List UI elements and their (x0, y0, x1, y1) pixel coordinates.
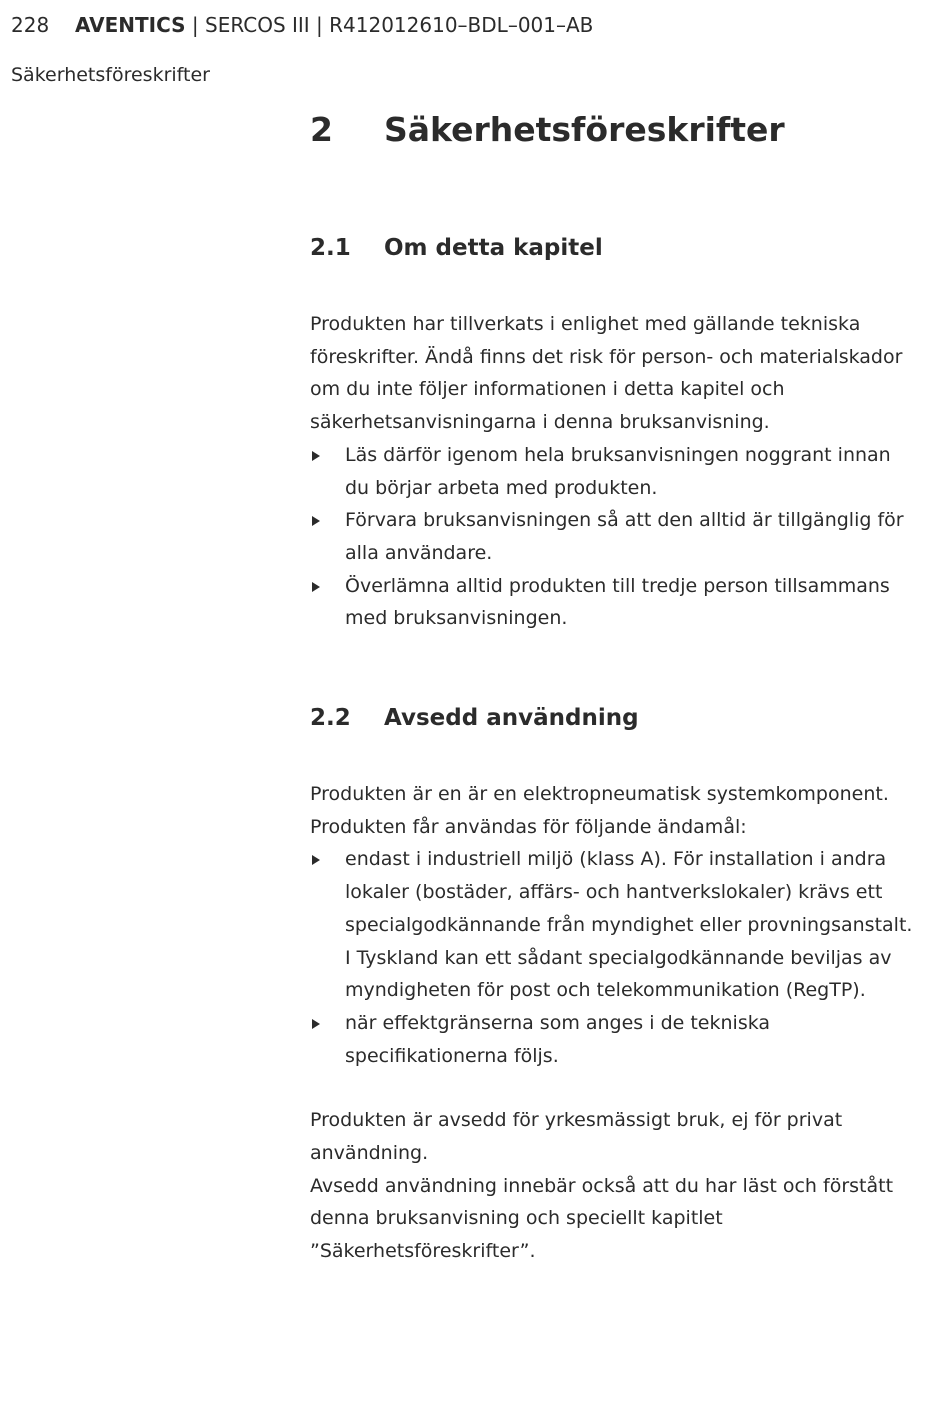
section-2-2-closing-2 (310, 1170, 922, 1268)
text-line: säkerhetsanvisningarna i denna bruksanvisning. (310, 411, 770, 434)
text-line: ”Säkerhetsföreskrifter”. (310, 1240, 536, 1263)
section-2-2-closing-1 (310, 1104, 922, 1169)
chapter-title: Säkerhetsföreskrifter (384, 110, 785, 149)
text-line: föreskrifter. Ändå finns det risk för person- och materialskador (310, 345, 903, 368)
list-item (310, 1007, 922, 1072)
triangle-bullet-icon (312, 1019, 320, 1029)
section-2-1-intro (310, 308, 922, 439)
text-line: Överlämna alltid produkten till tredje person tillsammans (345, 574, 890, 597)
text-line: Produkten är en är en elektropneumatisk systemkomponent. (310, 783, 889, 806)
section-title: Avsedd användning (384, 705, 639, 732)
text-line: användning. (310, 1142, 429, 1165)
page-number: 228 (11, 13, 50, 37)
section-2-2-bullet-list (310, 843, 922, 1072)
text-line: I Tyskland kan ett sådant specialgodkännande beviljas av (345, 946, 892, 969)
triangle-bullet-icon (312, 855, 320, 865)
text-line: Läs därför igenom hela bruksanvisningen noggrant innan (345, 443, 891, 466)
text-line: denna bruksanvisning och speciellt kapitlet (310, 1207, 723, 1230)
chapter-number: 2 (310, 110, 333, 149)
section-heading-2-2 (310, 701, 922, 735)
text-line: specifikationerna följs. (345, 1044, 559, 1067)
brand-name: AVENTICS (75, 13, 186, 37)
list-item (310, 439, 922, 504)
section-number: 2.1 (310, 235, 351, 261)
section-heading-2-1 (310, 231, 922, 265)
text-line: Produkten är avsedd för yrkesmässigt bruk, ej för privat (310, 1109, 843, 1132)
text-line: lokaler (bostäder, affärs- och hantverkslokaler) krävs ett (345, 881, 883, 904)
section-2-1-bullet-list (310, 439, 922, 635)
text-line: med bruksanvisningen. (345, 607, 568, 630)
text-line: alla användare. (345, 541, 493, 564)
text-line: specialgodkännande från myndighet eller provningsanstalt. (345, 913, 913, 936)
triangle-bullet-icon (312, 516, 320, 526)
text-line: du börjar arbeta med produkten. (345, 476, 658, 499)
text-line: om du inte följer informationen i detta kapitel och (310, 378, 785, 401)
text-line: Produkten får användas för följande ändamål: (310, 815, 747, 838)
text-line: Avsedd användning innebär också att du har läst och förstått (310, 1174, 894, 1197)
list-item (310, 843, 922, 1007)
running-title: Säkerhetsföreskrifter (11, 64, 210, 86)
page-header (11, 11, 593, 39)
section-2-2-intro (310, 778, 922, 843)
main-content (310, 104, 922, 1268)
chapter-heading (310, 104, 922, 156)
document-info: | SERCOS III | R412012610–BDL–001–AB (185, 13, 594, 37)
section-number: 2.2 (310, 705, 351, 732)
text-line: myndigheten för post och telekommunikation (RegTP). (345, 979, 866, 1002)
text-line: endast i industriell miljö (klass A). För installation i andra (345, 848, 887, 871)
list-item (310, 504, 922, 569)
text-line: Förvara bruksanvisningen så att den alltid är tillgänglig för (345, 509, 904, 532)
text-line: när effektgränserna som anges i de tekniska (345, 1011, 771, 1034)
triangle-bullet-icon (312, 582, 320, 592)
list-item (310, 570, 922, 635)
triangle-bullet-icon (312, 451, 320, 461)
text-line: Produkten har tillverkats i enlighet med gällande tekniska (310, 313, 861, 335)
section-title: Om detta kapitel (384, 235, 603, 261)
